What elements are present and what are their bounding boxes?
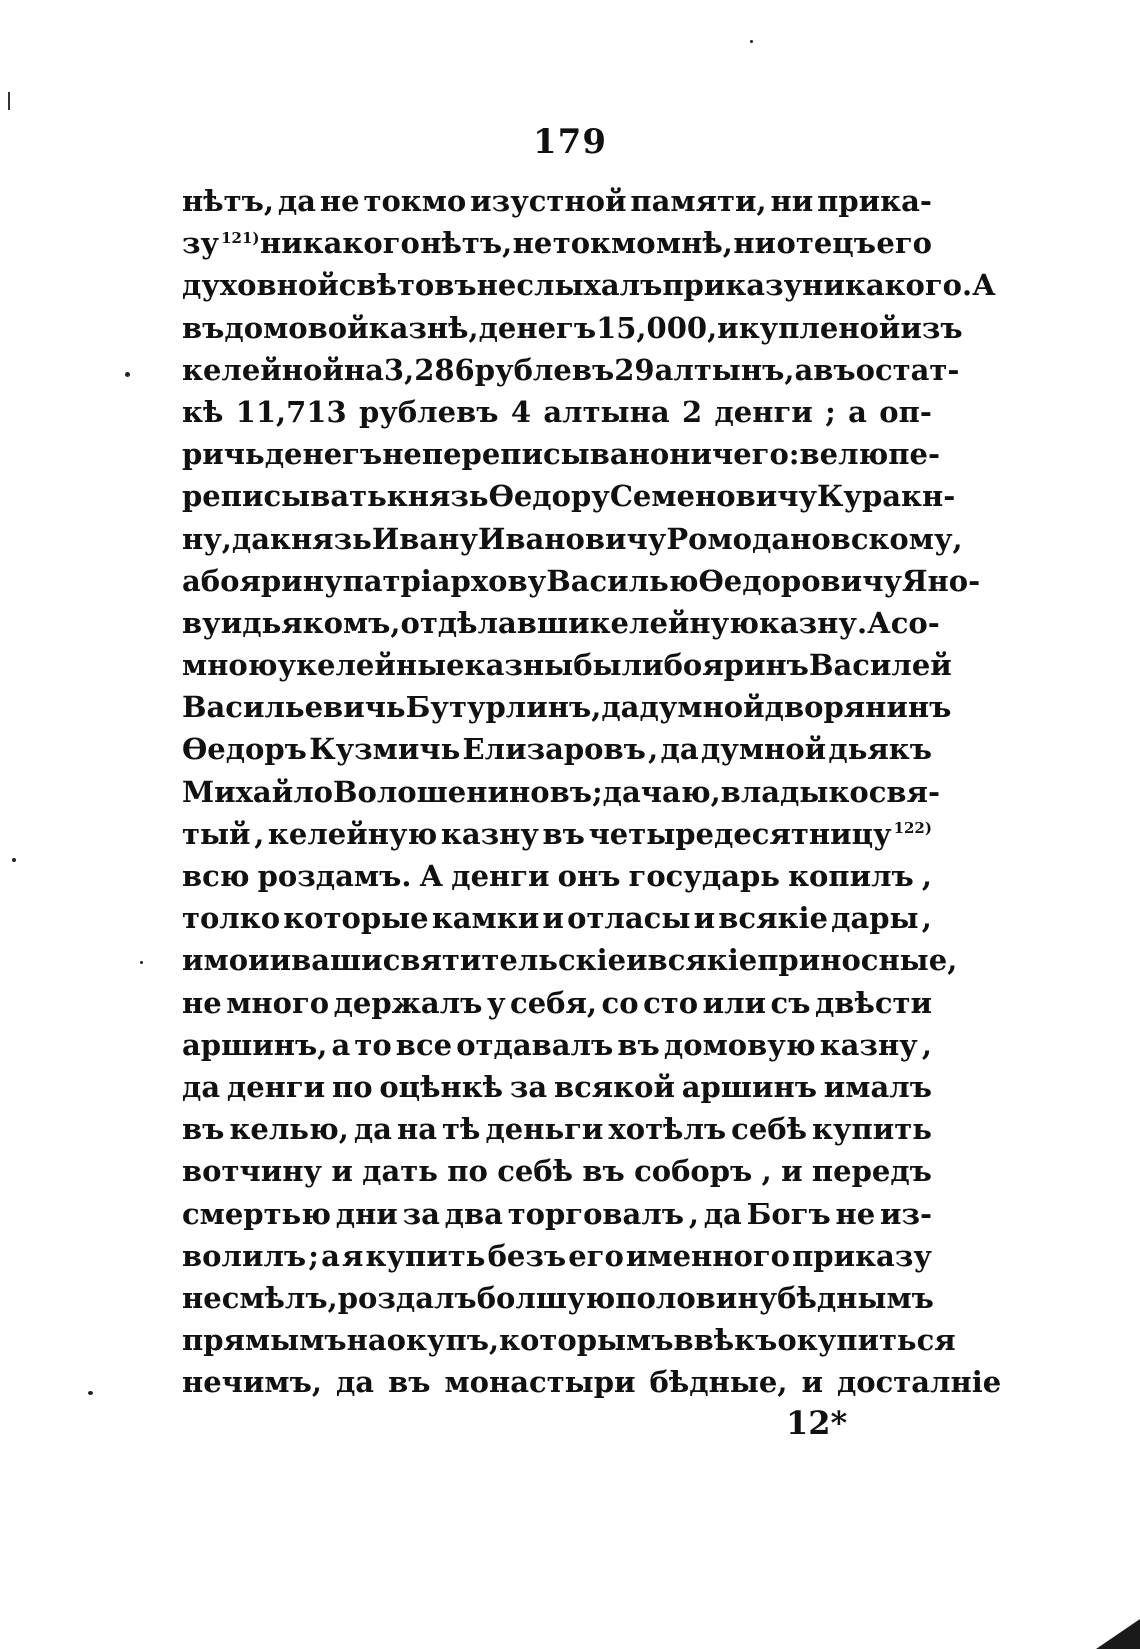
word: себѣ	[497, 1154, 574, 1189]
word: его	[876, 226, 932, 261]
word: и	[693, 901, 716, 936]
word: нѣтъ,	[182, 184, 274, 218]
text-line	[182, 1235, 932, 1277]
text-line	[182, 982, 932, 1024]
word: да	[182, 1069, 221, 1104]
text-line	[182, 1277, 932, 1319]
word: прямымъ	[182, 1323, 347, 1358]
word: да	[601, 690, 640, 725]
scan-speck	[140, 961, 143, 964]
word: которымъ	[499, 1323, 674, 1358]
word: отецъ	[776, 226, 876, 261]
word: не	[319, 184, 360, 218]
scan-speck	[12, 858, 16, 862]
text-line	[182, 1066, 932, 1108]
text-line	[182, 180, 932, 222]
word: А	[972, 268, 996, 303]
word: держалъ	[333, 985, 483, 1020]
word: алтына	[543, 394, 670, 429]
word: ввѣкъ	[673, 1323, 778, 1358]
word: ,	[921, 1027, 932, 1062]
word: бѣдные,	[649, 1365, 788, 1400]
word: отдѣлавши	[400, 605, 590, 640]
word: Ивану	[371, 521, 478, 556]
word: келейную	[589, 605, 759, 640]
word: дать	[362, 1154, 438, 1189]
text-line	[182, 644, 952, 686]
word: въ	[813, 352, 856, 387]
text-line	[182, 939, 958, 981]
word: окупъ,	[386, 1323, 500, 1358]
word: велю	[799, 437, 889, 472]
word: Богъ	[746, 1196, 831, 1231]
word: ималъ	[823, 1069, 932, 1104]
word: нечимъ,	[182, 1365, 322, 1400]
word: духовной	[182, 268, 339, 303]
footnote-marker: 122)	[893, 819, 932, 838]
word: приказу	[792, 1238, 932, 1273]
word: Ѳедоровичу	[698, 563, 902, 598]
word: два	[444, 1196, 503, 1231]
word: и	[626, 943, 648, 978]
word: думной	[700, 732, 827, 767]
word: а	[794, 352, 814, 387]
word: никакого.	[802, 268, 973, 303]
word: а	[848, 394, 867, 429]
word: и	[269, 943, 292, 978]
word: 4	[510, 394, 531, 429]
word: ;	[825, 394, 836, 429]
text-line	[182, 897, 932, 939]
text-line	[182, 433, 941, 475]
word: и	[331, 1154, 353, 1189]
word: и	[781, 1154, 803, 1189]
word: себя,	[510, 985, 598, 1020]
word: переписывано	[421, 437, 670, 472]
word: Ѳедоръ	[182, 732, 307, 767]
word: которые	[283, 901, 429, 936]
word: сто	[643, 985, 699, 1020]
word: ,	[688, 1196, 699, 1231]
word: мнѣ,	[655, 226, 733, 261]
word: ни	[733, 226, 777, 261]
word: Михайло	[182, 774, 333, 809]
word: онъ	[557, 859, 621, 893]
word: чаю	[640, 774, 711, 809]
word: бояринъ	[663, 648, 809, 683]
word: а	[321, 1238, 340, 1273]
text-line	[182, 1193, 932, 1235]
word: на	[396, 1112, 438, 1147]
word: были	[573, 648, 664, 683]
word: я	[342, 1238, 364, 1273]
word: Бутурлинъ	[405, 690, 592, 725]
word: А	[419, 859, 444, 893]
word: да	[703, 1196, 742, 1231]
word: въ	[542, 816, 585, 851]
word: Семеновичу	[609, 479, 818, 514]
word: толко	[182, 901, 281, 936]
word: да	[277, 184, 316, 218]
text-line	[182, 813, 932, 855]
word: бѣднымъ	[777, 1280, 934, 1315]
word-with-footnote	[182, 222, 260, 264]
word: дворянинъ	[764, 690, 952, 725]
word: кѣ	[182, 394, 224, 429]
scan-corner-shadow	[1096, 1619, 1140, 1649]
word: реписывать	[182, 479, 387, 514]
word: дары	[831, 901, 919, 936]
word: тѣ	[442, 1112, 481, 1147]
word: Василей	[808, 648, 952, 683]
word: Ивановичу	[477, 521, 667, 556]
word: соборъ	[634, 1154, 753, 1189]
word: болшую	[476, 1280, 616, 1315]
word: аршинъ,	[182, 1027, 328, 1062]
word: копилъ	[788, 859, 914, 893]
word: ву	[182, 605, 221, 640]
word: у	[277, 648, 297, 683]
word: да	[335, 1365, 375, 1400]
text-line	[182, 475, 956, 517]
word: оцѣнкѣ	[379, 1069, 504, 1104]
word: казну.	[758, 605, 868, 640]
word: вотчину	[182, 1154, 322, 1189]
word: казнѣ,	[368, 310, 479, 345]
text-line	[182, 518, 963, 560]
scan-speck	[125, 372, 130, 377]
word: келейные	[296, 648, 465, 683]
word: 11,713	[235, 394, 347, 429]
word: патріархову	[342, 563, 547, 598]
word-with-footnote	[589, 813, 932, 855]
word: князь	[270, 521, 372, 556]
word: всякой	[553, 1069, 675, 1104]
text-line	[182, 391, 932, 433]
word: ,	[921, 859, 932, 893]
word: денги	[714, 394, 813, 429]
word: ;	[308, 1238, 319, 1273]
word: ничего:	[669, 437, 800, 472]
word: ни	[770, 184, 814, 218]
word: а	[331, 1027, 351, 1062]
word: памяти,	[630, 184, 767, 218]
text-line	[182, 602, 940, 644]
word: именного	[625, 1238, 790, 1273]
word: отласы	[567, 901, 691, 936]
word: ну,	[182, 521, 232, 556]
word: 3,286	[383, 352, 475, 387]
text-line	[182, 1361, 1002, 1403]
word: казну	[819, 1027, 918, 1062]
word: и	[801, 1365, 823, 1400]
word: аршинъ	[681, 1069, 817, 1104]
word: всякіе	[718, 901, 828, 936]
word: да	[231, 521, 271, 556]
word: окупиться	[777, 1323, 956, 1358]
scan-speck	[750, 40, 753, 43]
footnote-marker: 121)	[221, 228, 260, 247]
page-number: 179	[533, 122, 607, 162]
word: ,	[921, 901, 932, 936]
word: ,	[761, 1154, 772, 1189]
word: князь	[386, 479, 489, 514]
word: мои	[203, 943, 270, 978]
word: остат-	[855, 352, 960, 387]
word: Яно-	[901, 563, 981, 598]
word: ,	[710, 774, 721, 809]
word: четыредесятницу	[588, 816, 892, 851]
word: ,	[591, 690, 602, 725]
word: не	[512, 226, 553, 261]
word: монастыри	[444, 1365, 636, 1400]
word: за	[402, 1196, 440, 1231]
word: у	[486, 985, 506, 1020]
word: не	[182, 985, 222, 1020]
word: торговалъ	[507, 1196, 685, 1231]
word: смѣлъ	[221, 1280, 328, 1315]
word: из-	[879, 1196, 932, 1231]
word: съ	[770, 985, 811, 1020]
word: или	[702, 985, 767, 1020]
word: въ	[388, 1365, 431, 1400]
word: слыхалъ	[516, 268, 663, 303]
word: рублевъ	[474, 352, 615, 387]
word: всякіе	[647, 943, 758, 978]
word: оп-	[879, 394, 932, 429]
word: а	[182, 563, 201, 598]
word: изустной	[470, 184, 627, 218]
word: не	[382, 437, 422, 472]
word: за	[509, 1069, 548, 1104]
word: Елизаровъ	[462, 732, 646, 767]
word: дьякъ	[828, 732, 932, 767]
word: святительскіе	[382, 943, 627, 978]
word: 29	[614, 352, 655, 387]
word: келью,	[229, 1112, 349, 1147]
text-line	[182, 1024, 932, 1066]
word: Василью	[546, 563, 699, 598]
word: думной	[639, 690, 765, 725]
word: на	[346, 1323, 387, 1358]
word: да	[660, 732, 699, 767]
word: Ѳедору	[488, 479, 610, 514]
word: досталніе	[836, 1365, 1002, 1400]
word: много	[226, 985, 330, 1020]
word: 2	[681, 394, 703, 429]
word: денегъ	[478, 310, 597, 345]
word: келейной	[182, 352, 344, 387]
word: рублевъ	[359, 394, 499, 429]
word: волилъ	[182, 1238, 307, 1273]
word: токмо	[363, 184, 467, 218]
word: не	[182, 1280, 222, 1315]
text-line	[182, 771, 941, 813]
text-line	[182, 728, 932, 770]
word: ваши	[291, 943, 383, 978]
word: не	[835, 1196, 876, 1231]
word: всю	[182, 859, 250, 893]
word: купить	[365, 1238, 486, 1273]
word: Волошениновъ;	[333, 774, 603, 809]
word: токмо	[552, 226, 656, 261]
word: въ	[617, 1027, 660, 1062]
text-line	[182, 349, 960, 391]
text-line	[182, 1108, 932, 1150]
word: пе-	[888, 437, 941, 472]
word: отдавалъ	[456, 1027, 614, 1062]
word: свѣтовъ	[338, 268, 477, 303]
word: алтынъ,	[654, 352, 795, 387]
word: домовую	[663, 1027, 816, 1062]
text-line	[182, 855, 932, 897]
word: боярину	[200, 563, 343, 598]
word: не	[476, 268, 517, 303]
word: свя-	[868, 774, 941, 809]
word: роздалъ	[337, 1280, 477, 1315]
word: да	[353, 1112, 392, 1147]
word: 15,000,	[596, 310, 718, 345]
word: ,	[648, 732, 659, 767]
text-line	[182, 222, 932, 264]
word: купить	[812, 1112, 932, 1147]
word: смертью	[182, 1196, 331, 1231]
word: денги	[451, 859, 550, 893]
word: тый	[182, 816, 251, 851]
word: ричь	[182, 437, 265, 472]
word: и	[542, 901, 564, 936]
word: да	[602, 774, 641, 809]
word: государь	[628, 859, 780, 893]
word: себѣ	[731, 1112, 808, 1147]
word: денегъ	[264, 437, 383, 472]
text-line	[182, 1319, 956, 1361]
word: Ромодановскому,	[666, 521, 963, 556]
word: и	[717, 310, 739, 345]
word: прика-	[817, 184, 932, 218]
word: роздамъ.	[257, 859, 412, 893]
word: Кузмичь	[309, 732, 461, 767]
word: домовой	[224, 310, 369, 345]
word: денги	[226, 1069, 326, 1104]
word: изъ	[900, 310, 963, 345]
text-line	[182, 307, 963, 349]
word: и	[220, 605, 243, 640]
word: его	[568, 1238, 624, 1273]
word: Васильевичь	[182, 690, 406, 725]
word: половину	[615, 1280, 778, 1315]
word: двѣсти	[814, 985, 932, 1020]
word: безъ	[487, 1238, 567, 1273]
word: дьякомъ,	[242, 605, 401, 640]
word: владыко	[720, 774, 869, 809]
word: Асо-	[867, 605, 940, 640]
text-line	[182, 560, 981, 602]
word: мною	[182, 648, 278, 683]
word: приносные,	[757, 943, 958, 978]
word: купленой	[738, 310, 901, 345]
word: въ	[182, 1112, 225, 1147]
text-line	[182, 686, 952, 728]
word: передъ	[811, 1154, 932, 1189]
word: со	[601, 985, 639, 1020]
word: на	[343, 352, 384, 387]
word: все	[395, 1027, 453, 1062]
word: нѣтъ,	[420, 226, 513, 261]
word: деньги	[485, 1112, 604, 1147]
word: приказу	[662, 268, 803, 303]
word: ,	[327, 1280, 338, 1315]
word: казну	[440, 816, 539, 851]
scan-speck	[88, 1391, 93, 1395]
word: дни	[335, 1196, 398, 1231]
word: ,	[254, 816, 265, 851]
word: по	[447, 1154, 488, 1189]
body-text	[182, 180, 1002, 1403]
text-line	[182, 264, 996, 306]
word: никакого	[259, 226, 420, 261]
word: хотѣлъ	[608, 1112, 727, 1147]
word: то	[354, 1027, 392, 1062]
word: келейную	[267, 816, 438, 851]
signature-mark: 12*	[786, 1404, 848, 1442]
word: въ	[582, 1154, 625, 1189]
word: и	[182, 943, 204, 978]
scan-edge-mark	[8, 92, 10, 110]
word: камки	[431, 901, 540, 936]
word: казны	[464, 648, 574, 683]
text-line	[182, 1150, 932, 1192]
word: по	[331, 1069, 373, 1104]
word: въ	[182, 310, 225, 345]
word: Куракн-	[817, 479, 956, 514]
word: зу	[182, 226, 220, 261]
